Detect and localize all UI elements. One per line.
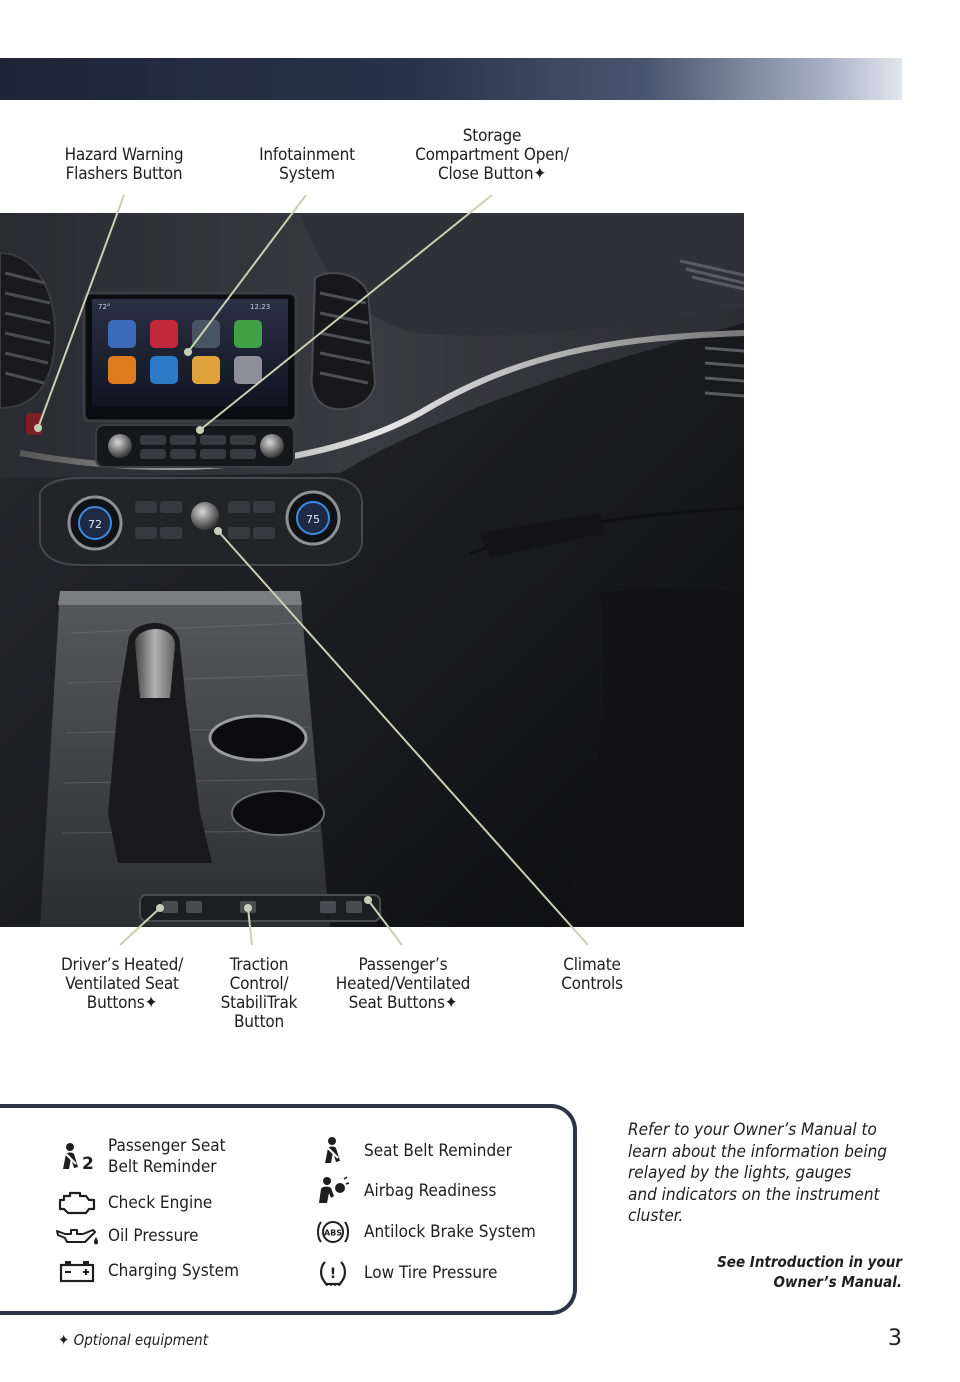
legend-label: Seat Belt Reminder (364, 1140, 512, 1161)
callout-line-1: Infotainment (259, 145, 355, 165)
header-banner (0, 58, 902, 100)
legend-low-tire-pressure (308, 1259, 497, 1287)
legend-label: Airbag Readiness (364, 1180, 497, 1201)
callout-line-2: Control/ (229, 974, 289, 994)
callout-drivers-seat-buttons (42, 956, 202, 1013)
callout-infotainment (232, 146, 382, 184)
refer-line: cluster. (628, 1206, 684, 1226)
right-climate-temp-text: 75 (306, 513, 320, 526)
legend-passenger-seat-belt (52, 1136, 226, 1178)
legend-label-line-1: Passenger Seat (108, 1136, 226, 1156)
callout-line-1: Climate (563, 955, 621, 975)
legend-label-line-2: Belt Reminder (108, 1157, 217, 1177)
callout-storage-compartment (402, 127, 582, 184)
callout-line-2: Controls (561, 974, 623, 994)
refer-line: relayed by the lights, gauges (628, 1163, 852, 1183)
tire-pressure-icon (308, 1259, 358, 1287)
legend-check-engine (52, 1190, 212, 1216)
refer-line: learn about the information being (628, 1141, 887, 1162)
callout-line-2: System (279, 164, 335, 184)
legend-label (108, 1136, 226, 1178)
callout-line-2: Flashers Button (65, 164, 183, 184)
callout-climate-controls (532, 956, 652, 994)
callout-passengers-seat-buttons (320, 956, 486, 1013)
legend-oil-pressure (52, 1225, 199, 1247)
callout-line-1: Storage (462, 126, 522, 146)
legend-label: Check Engine (108, 1192, 213, 1213)
passenger-seatbelt-icon (52, 1142, 102, 1172)
callout-line-3: StabiliTrak (220, 993, 298, 1013)
refer-owners-manual-text (628, 1120, 913, 1228)
legend-label: Charging System (108, 1260, 239, 1281)
see-line: See Introduction in your (717, 1253, 902, 1271)
callout-line-3: Seat Buttons✦ (348, 993, 458, 1013)
callout-traction-control (200, 956, 318, 1032)
callout-line-1: Passenger’s (358, 955, 448, 975)
callout-line-2: Compartment Open/ (415, 145, 569, 165)
legend-seat-belt-reminder (308, 1136, 512, 1166)
see-line: Owner’s Manual. (773, 1273, 902, 1291)
dashboard-illustration (0, 213, 744, 927)
legend-label: Antilock Brake System (364, 1221, 536, 1242)
optional-equipment-footnote: ✦ Optional equipment (58, 1331, 208, 1349)
legend-charging-system (52, 1259, 239, 1283)
airbag-icon (308, 1176, 358, 1206)
abs-icon (308, 1218, 358, 1246)
left-climate-temp-text: 72 (88, 518, 102, 531)
legend-label: Oil Pressure (108, 1225, 199, 1246)
legend-antilock-brake (308, 1218, 536, 1246)
page-number: 3 (888, 1326, 902, 1351)
passenger-seat-number: 2 (82, 1154, 94, 1172)
abs-icon-text: ABS (323, 1228, 343, 1238)
callout-line-1: Driver’s Heated/ (60, 955, 184, 975)
see-introduction-text (680, 1252, 902, 1292)
callout-line-3: Buttons✦ (86, 993, 158, 1013)
screen-time-text: 12:23 (250, 303, 271, 311)
dashboard-photo (0, 213, 744, 927)
callout-line-2: Ventilated Seat (65, 974, 179, 994)
legend-label: Low Tire Pressure (364, 1262, 498, 1283)
callout-line-1: Traction (229, 955, 289, 975)
seatbelt-icon (308, 1136, 358, 1166)
tire-icon-text: ! (329, 1266, 337, 1282)
callout-hazard-warning (44, 146, 204, 184)
callout-line-1: Hazard Warning (64, 145, 184, 165)
callout-line-4: Button (233, 1012, 285, 1032)
legend-airbag-readiness (308, 1176, 496, 1206)
screen-temp-text: 72° (98, 303, 111, 311)
refer-line: Refer to your Owner’s Manual to (628, 1120, 877, 1140)
check-engine-icon (52, 1190, 102, 1216)
callout-line-3: Close Button✦ (438, 164, 546, 184)
refer-line: and indicators on the instrument (628, 1184, 880, 1205)
oil-pressure-icon (52, 1225, 102, 1247)
battery-icon (52, 1259, 102, 1283)
callout-line-2: Heated/Ventilated (335, 974, 471, 994)
